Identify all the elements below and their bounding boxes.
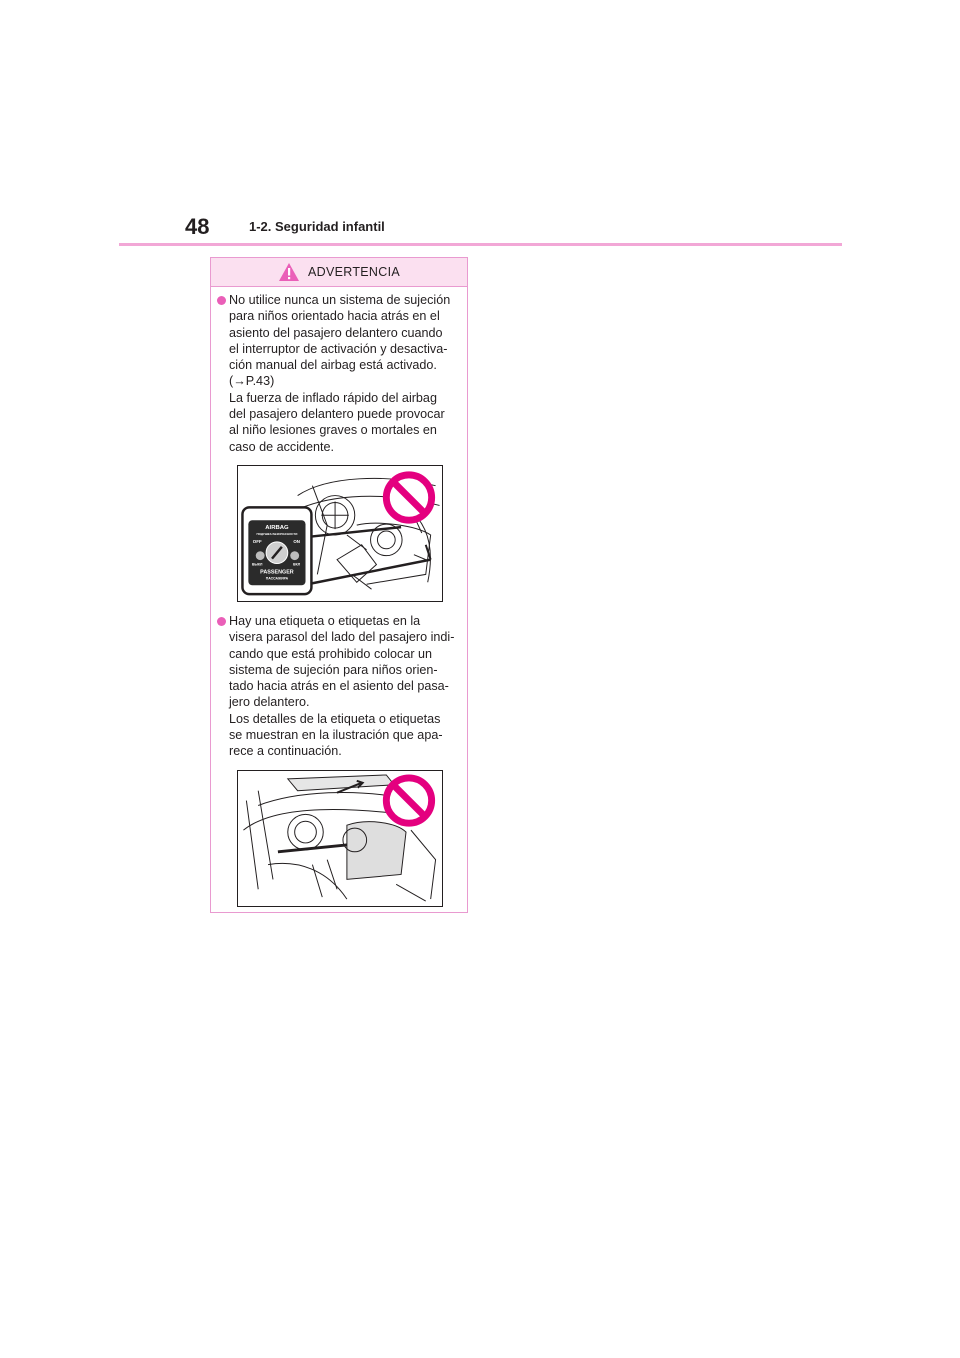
switch-label-bottom: PASSENGER [260, 569, 294, 576]
switch-label-top: AIRBAG [265, 525, 289, 532]
switch-label-on-ru: ВКЛ [293, 562, 301, 567]
bullet-dot-icon [217, 296, 226, 305]
bullet-dot-icon [217, 617, 226, 626]
warning-bullet-2 [217, 613, 467, 760]
bullet-text: Hay una etiqueta o etiquetas en la visera parasol del lado del pasajero indi- cando que está prohibido colocar un sistema de sujeción para niños orien- tado hacia atrás en el asiento del pasa- jero delantero. Los detalles de la etiqueta o etiquetas se muestran en la ilustración que apa- rece a continuación. [229, 614, 455, 759]
sun-visor-illustration [237, 770, 443, 907]
prohibition-icon [386, 475, 431, 520]
warning-bullet-1 [217, 292, 467, 455]
switch-label-top-sub: ПОДУШКА БЕЗОПАСНОСТИ [256, 531, 298, 536]
warning-triangle-icon [278, 262, 300, 282]
warning-title: ADVERTENCIA [308, 265, 400, 279]
page-number: 48 [185, 214, 210, 239]
warning-box [210, 257, 468, 913]
prohibition-icon [386, 778, 431, 823]
bullet-text: No utilice nunca un sistema de sujeción para niños orientado hacia atrás en el asiento del pasajero delantero cuando el interruptor de activación y desactiva- ción manual del airbag está activado. (→P.43) La fuerza de inflado rápido del airbag del pasajero delantero puede provocar al niño lesiones graves o mortales en caso de accidente. [229, 293, 451, 454]
switch-label-bottom-sub: ПАССАЖИРА [265, 576, 289, 581]
airbag-switch-illustration [237, 465, 443, 602]
switch-label-off-ru: ВЫКЛ [252, 562, 263, 567]
switch-label-off: OFF [252, 538, 262, 544]
header-rule [119, 243, 842, 246]
warning-header [211, 258, 467, 287]
section-title: 1-2. Seguridad infantil [249, 219, 385, 234]
switch-label-on: ON [293, 538, 300, 544]
